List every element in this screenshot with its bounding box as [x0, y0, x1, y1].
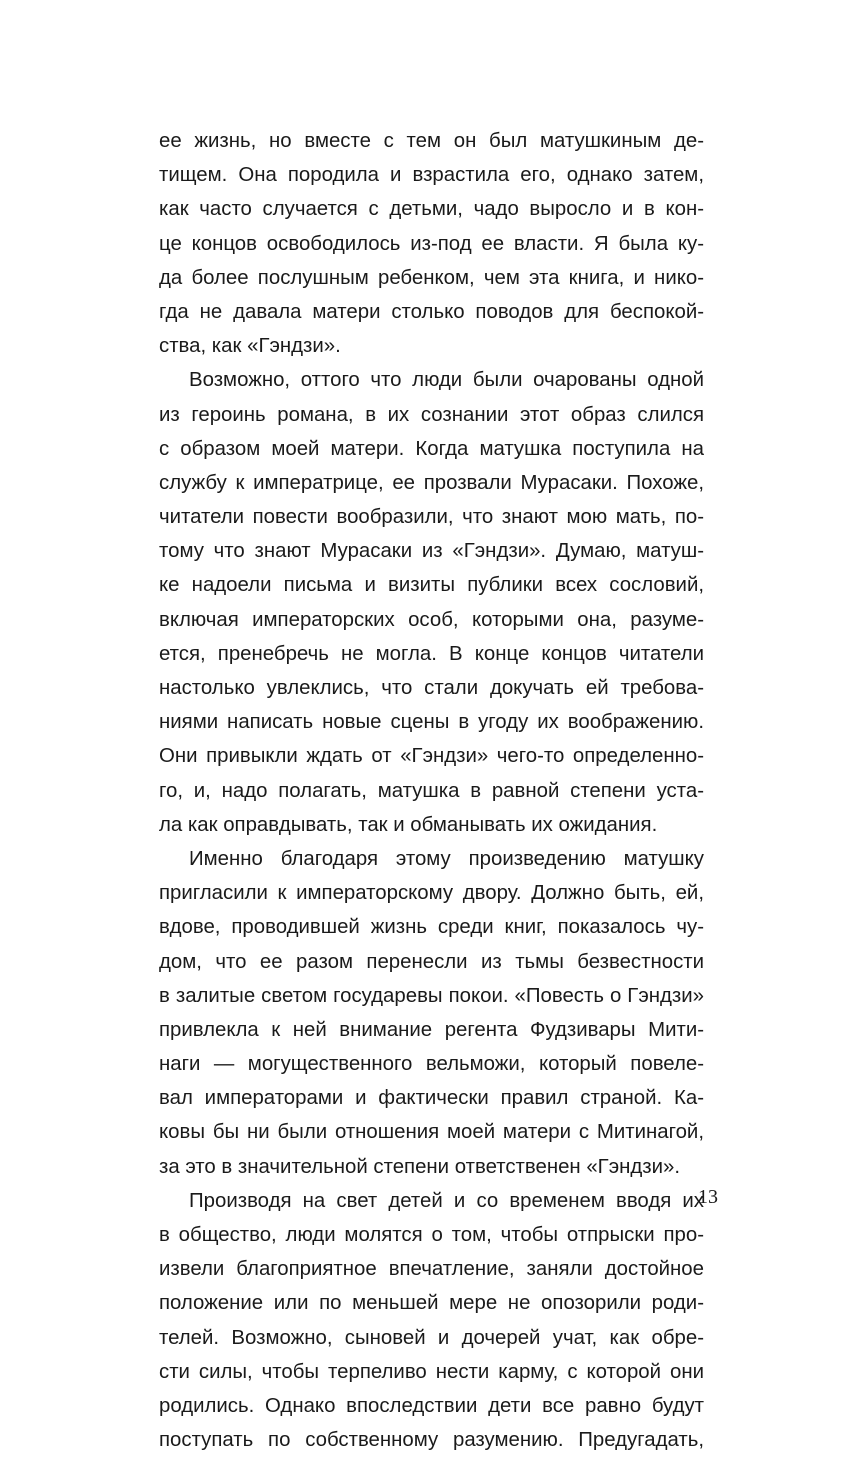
text-line: Производя на свет детей и со временем вводя их [189, 1189, 704, 1212]
text-line: с образом моей матери. Когда матушка поступила на [159, 437, 704, 460]
text-line: настолько увлеклись, что стали докучать ей требова- [159, 677, 704, 699]
text-line: за это в значительной степени ответственен «Гэндзи». [159, 1155, 681, 1178]
text-line: как часто случается с детьми, чадо выросло и в кон- [159, 198, 704, 221]
text-line: телей. Возможно, сыновей и дочерей учат, как обре- [159, 1326, 704, 1349]
text-line: го, и, надо полагать, матушка в равной степени уста- [159, 779, 704, 802]
text-line: ковы бы ни были отношения моей матери с Митинагой, [159, 1121, 704, 1144]
text-line: ее жизнь, но вместе с тем он был матушкиным де- [159, 130, 704, 152]
text-line: це концов освободилось из-под ее власти. Я была ку- [159, 232, 704, 255]
text-line: из героинь романа, в их сознании этот образ слился [159, 403, 704, 426]
text-line: пригласили к императорскому двору. Должно быть, ей, [159, 882, 704, 905]
text-line: наги — могущественного вельможи, который повеле- [159, 1053, 704, 1076]
text-line: тищем. Она породила и взрастила его, однако затем, [159, 164, 704, 187]
text-line: в общество, люди молятся о том, чтобы отпрыски про- [159, 1224, 704, 1246]
text-line: ке надоели письма и визиты публики всех сословий, [159, 574, 704, 597]
text-line: сти силы, чтобы терпеливо нести карму, с которой они [159, 1360, 704, 1383]
text-line: включая императорских особ, которыми она, разуме- [159, 608, 704, 631]
text-line: ла как оправдывать, так и обманывать их ожидания. [159, 813, 658, 836]
text-line: Возможно, оттого что люди были очарованы одной [189, 369, 704, 392]
text-line: поступать по собственному разумению. Предугадать, [159, 1429, 704, 1452]
text-line: гда не давала матери столько поводов для беспокой- [159, 300, 704, 323]
text-line: родились. Однако впоследствии дети все равно будут [159, 1394, 704, 1417]
text-line: вдове, проводившей жизнь среди книг, показалось чу- [159, 916, 704, 939]
text-line: Они привыкли ждать от «Гэндзи» чего-то определенно- [159, 745, 704, 768]
text-line: читатели повести вообразили, что знают мою мать, по- [159, 506, 704, 529]
text-line: ства, как «Гэндзи». [159, 335, 341, 358]
text-line: тому что знают Мурасаки из «Гэндзи». Думаю, матуш- [159, 540, 704, 563]
text-line: извели благоприятное впечатление, заняли достойное [159, 1258, 704, 1281]
text-line: положение или по меньшей мере не опозорили роди- [159, 1292, 704, 1315]
text-line: ется, пренебречь не могла. В конце концов читатели [159, 642, 704, 665]
text-line: Именно благодаря этому произведению матушку [189, 847, 704, 870]
text-line: ниями написать новые сцены в угоду их воображению. [159, 711, 704, 734]
text-line: да более послушным ребенком, чем эта книга, и нико- [159, 266, 704, 289]
text-line: службу к императрице, ее прозвали Мурасаки. Похоже, [159, 471, 704, 494]
text-line: дом, что ее разом перенесли из тьмы безвестности [159, 950, 704, 973]
page-number: 13 [698, 1186, 718, 1208]
text-line: привлекла к ней внимание регента Фудзивары Мити- [159, 1018, 704, 1041]
body-text [159, 124, 704, 1457]
text-line: в залитые светом государевы покои. «Повесть о Гэндзи» [159, 984, 704, 1007]
text-line: вал императорами и фактически правил страной. Ка- [159, 1087, 704, 1110]
